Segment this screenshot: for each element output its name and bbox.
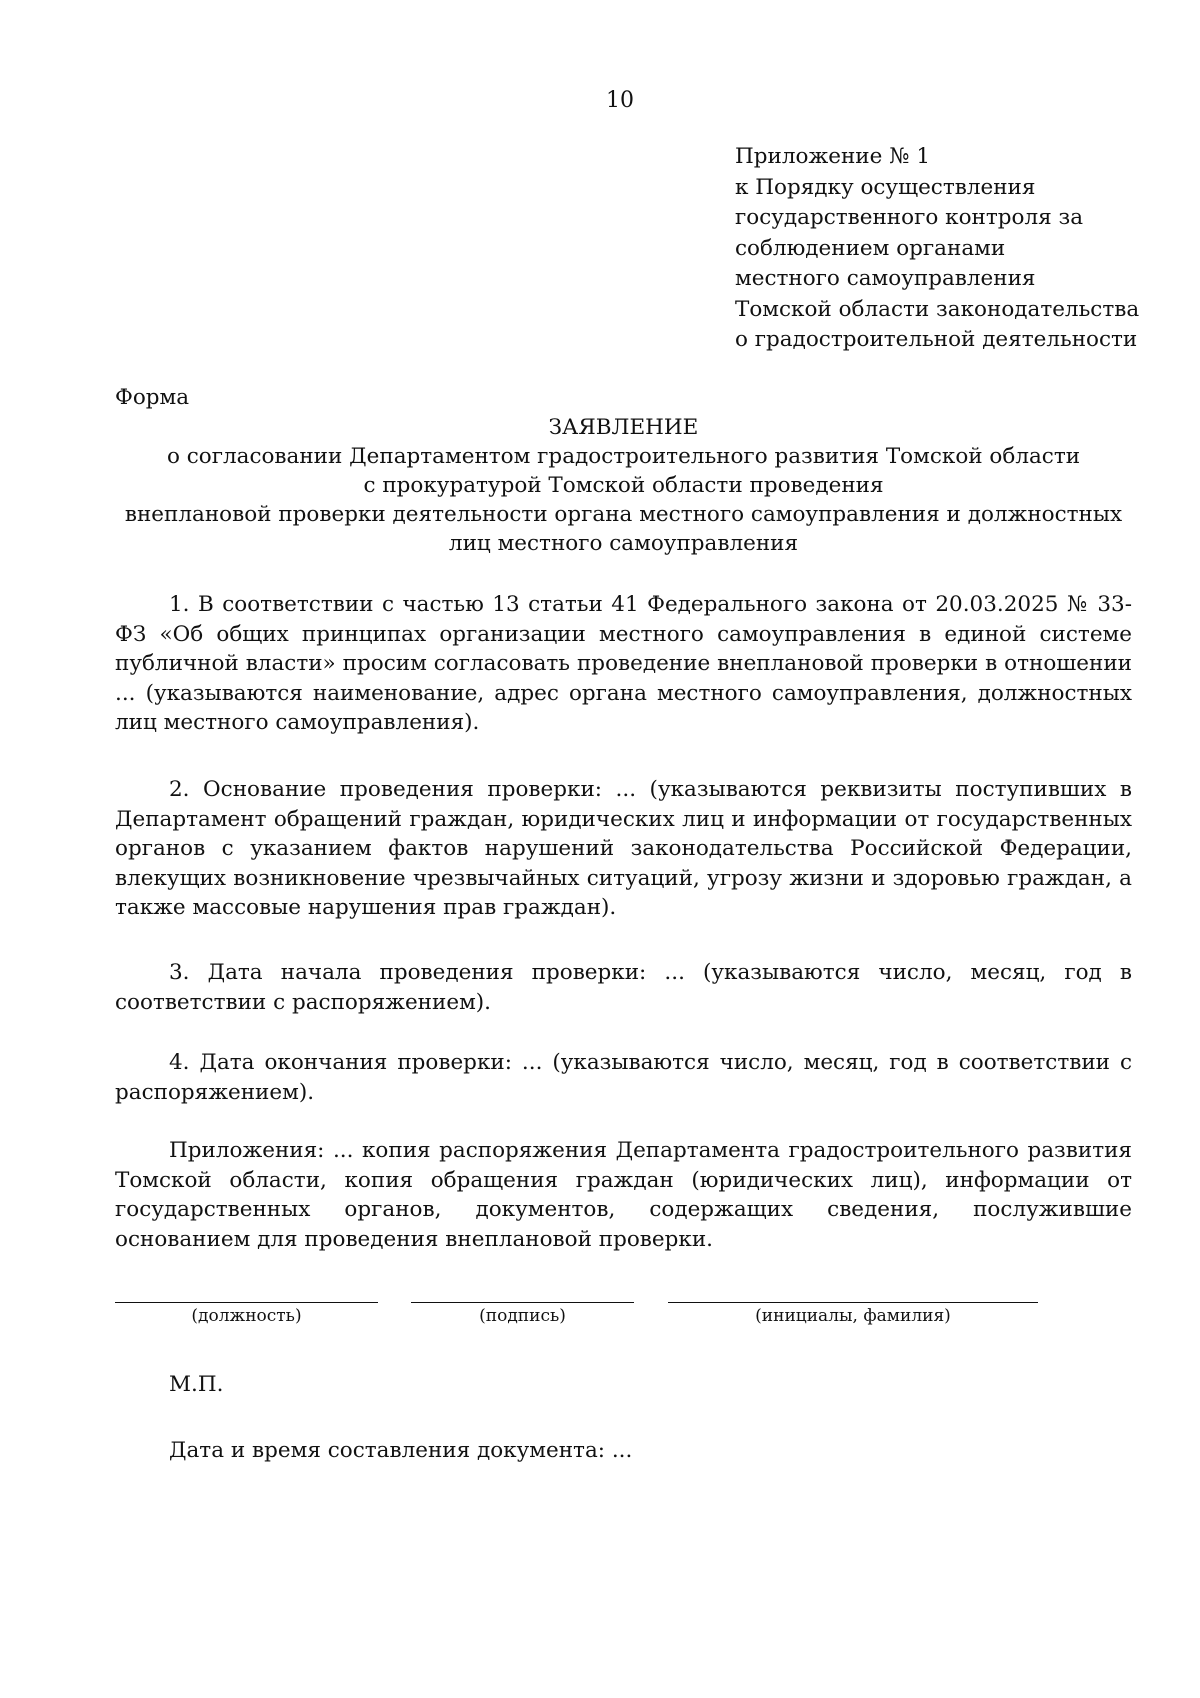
name-field: (инициалы, фамилия)	[668, 1302, 1038, 1326]
date-time-line: Дата и время составления документа: ...	[169, 1438, 633, 1463]
appendix-reference	[735, 142, 1175, 356]
title-heading: ЗАЯВЛЕНИЕ	[548, 415, 699, 440]
signature-field: (подпись)	[411, 1302, 634, 1326]
appendix-line: Томской области законодательства	[735, 296, 1140, 322]
paragraph-text: Приложения: ... копия распоряжения Департамента градостроительного развития Томской области, копия обращения граждан (юридических лиц), информации от государственных органов, документов, содержащих сведения, послужившие основанием для проведения внеплановой проверки.	[115, 1138, 1132, 1252]
page-number: 10	[606, 88, 634, 113]
appendix-line: соблюдением органами	[735, 235, 1006, 261]
title-line: внеплановой проверки деятельности органа местного самоуправления и должностных	[124, 502, 1123, 527]
appendix-line: местного самоуправления	[735, 266, 1036, 291]
appendix-line: о градостроительной деятельности	[735, 327, 1138, 352]
title-line: о согласовании Департаментом градостроительного развития Томской области	[166, 444, 1081, 469]
appendix-line: Приложение № 1	[735, 144, 931, 169]
paragraph-grounds	[115, 775, 1132, 923]
appendix-line: государственного контроля за	[735, 205, 1084, 230]
paragraph-attachments	[115, 1136, 1132, 1254]
paragraph-text: 1. В соответствии с частью 13 статьи 41 Федерального закона от 20.03.2025 № 33-ФЗ «Об общих принципах организации местного самоуправления в единой системе публичной власти» просим согласовать проведение внеплановой проверки в отношении ... (указываются наименование, адрес органа местного самоуправления, должностных лиц местного самоуправления).	[115, 592, 1132, 735]
paragraph-start-date	[115, 958, 1132, 1017]
stamp-label: М.П.	[169, 1372, 224, 1397]
document-title	[115, 413, 1132, 558]
form-label: Форма	[115, 385, 190, 410]
paragraph-legal-basis	[115, 590, 1132, 738]
title-line: лиц местного самоуправления	[448, 531, 799, 556]
paragraph-end-date	[115, 1048, 1132, 1107]
paragraph-text: 2. Основание проведения проверки: ... (указываются реквизиты поступивших в Департамент обращений граждан, юридических лиц и информации от государственных органов с указанием фактов нарушений законодательства Российской Федерации, влекущих возникновение чрезвычайных ситуаций, угрозу жизни и здоровью граждан, а также массовые нарушения прав граждан).	[115, 777, 1132, 920]
paragraph-text: 3. Дата начала проведения проверки: ... (указываются число, месяц, год в соответствии с распоряжением).	[115, 960, 1132, 1015]
signature-block	[115, 1302, 1132, 1342]
appendix-line: к Порядку осуществления	[735, 174, 1036, 200]
position-field: (должность)	[115, 1302, 378, 1326]
title-line: с прокуратурой Томской области проведения	[363, 473, 884, 498]
paragraph-text: 4. Дата окончания проверки: ... (указываются число, месяц, год в соответствии с распоряжением).	[115, 1050, 1132, 1105]
